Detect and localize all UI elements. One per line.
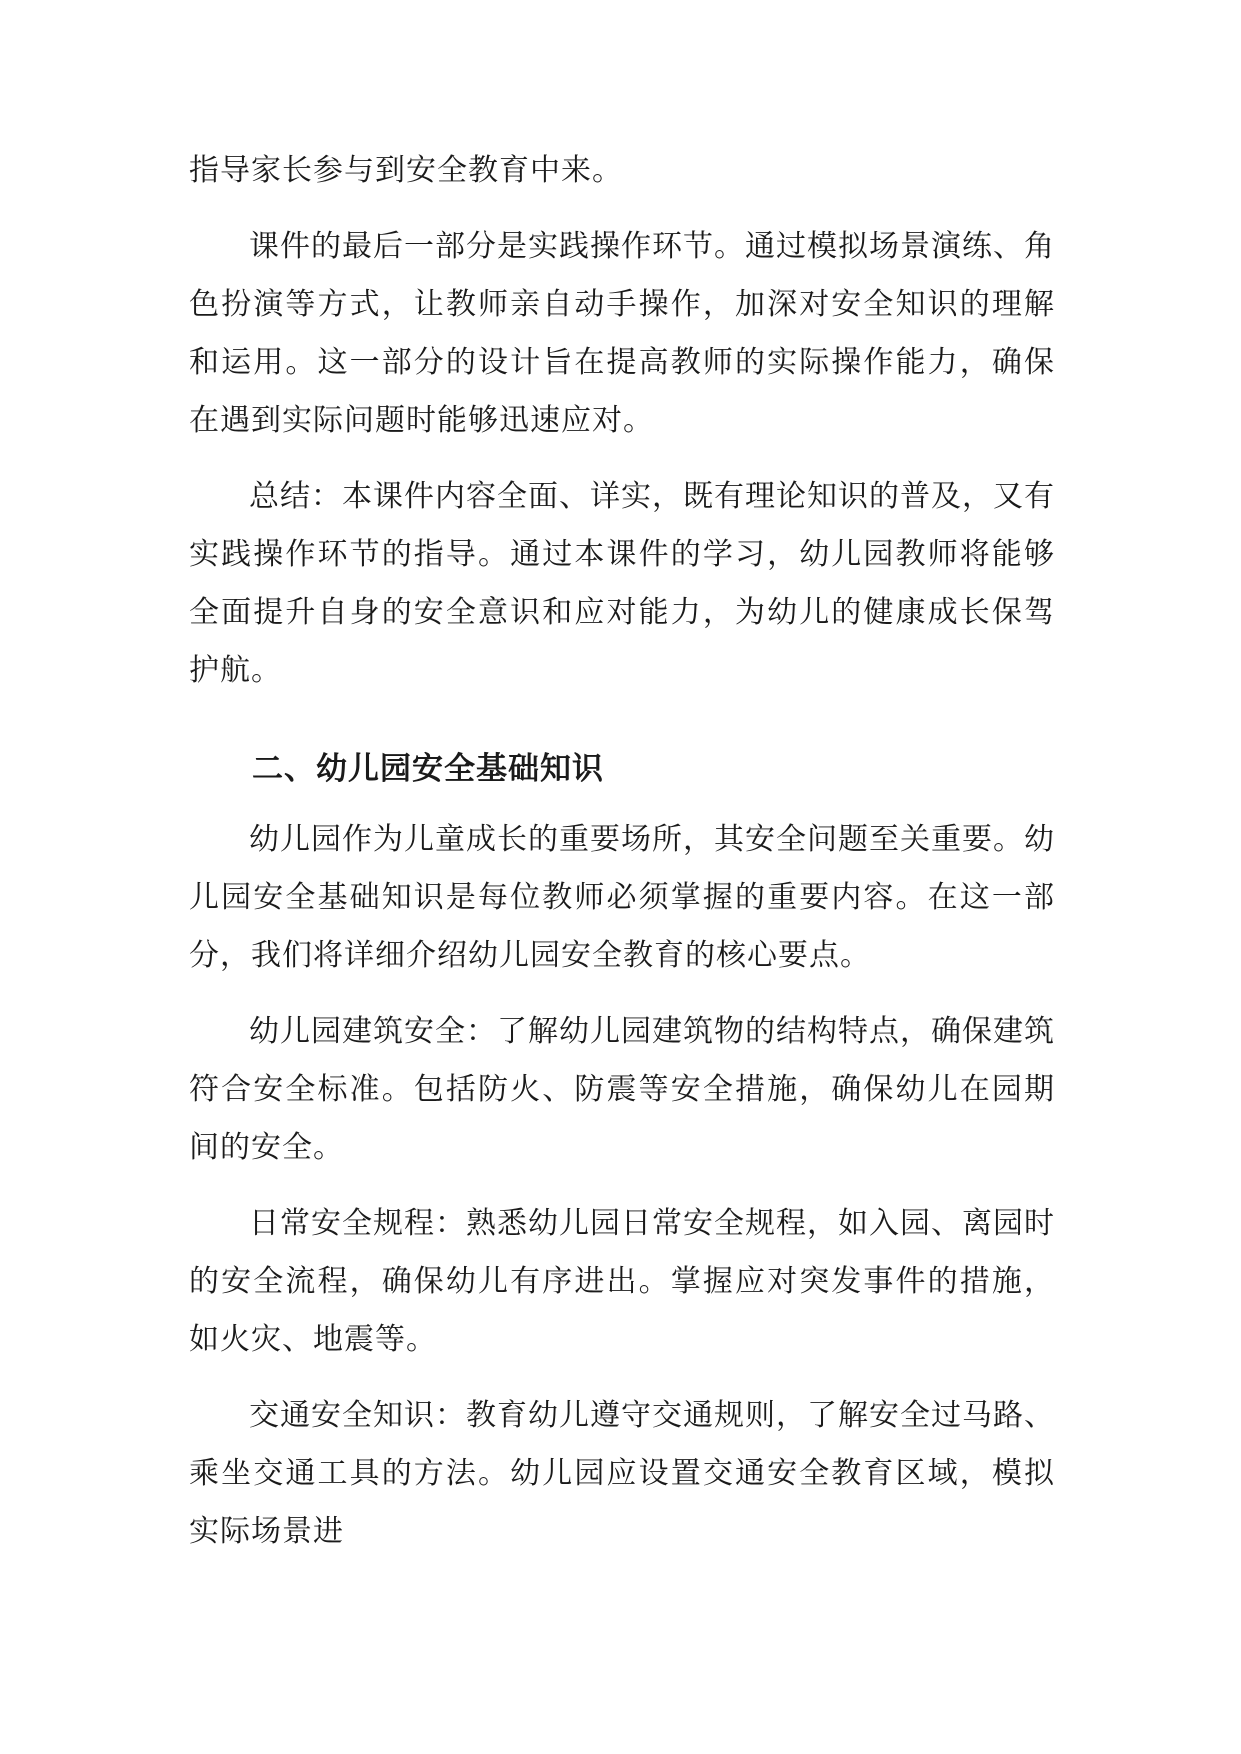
section-heading: 二、幼儿园安全基础知识 — [252, 751, 604, 787]
paragraph-building-safety: 幼儿园建筑安全：了解幼儿园建筑物的结构特点，确保建筑符合安全标准。包括防火、防震等安全措施，确保幼儿在园期间的安全。 — [189, 1014, 1055, 1165]
document-body — [189, 142, 1055, 1561]
paragraph-traffic-safety: 交通安全知识：教育幼儿遵守交通规则，了解安全过马路、乘坐交通工具的方法。幼儿园应设置交通安全教育区域，模拟实际场景进 — [189, 1398, 1055, 1549]
paragraph-intro: 幼儿园作为儿童成长的重要场所，其安全问题至关重要。幼儿园安全基础知识是每位教师必须掌握的重要内容。在这一部分，我们将详细介绍幼儿园安全教育的核心要点。 — [189, 822, 1055, 973]
paragraph-summary: 总结：本课件内容全面、详实，既有理论知识的普及，又有实践操作环节的指导。通过本课件的学习，幼儿园教师将能够全面提升自身的安全意识和应对能力，为幼儿的健康成长保驾护航。 — [189, 479, 1055, 688]
paragraph-daily-rules: 日常安全规程：熟悉幼儿园日常安全规程，如入园、离园时的安全流程，确保幼儿有序进出。掌握应对突发事件的措施，如火灾、地震等。 — [189, 1206, 1055, 1357]
paragraph-practice-section: 课件的最后一部分是实践操作环节。通过模拟场景演练、角色扮演等方式，让教师亲自动手操作，加深对安全知识的理解和运用。这一部分的设计旨在提高教师的实际操作能力，确保在遇到实际问题时能够迅速应对。 — [189, 229, 1055, 438]
paragraph-continuation: 指导家长参与到安全教育中来。 — [189, 153, 623, 188]
